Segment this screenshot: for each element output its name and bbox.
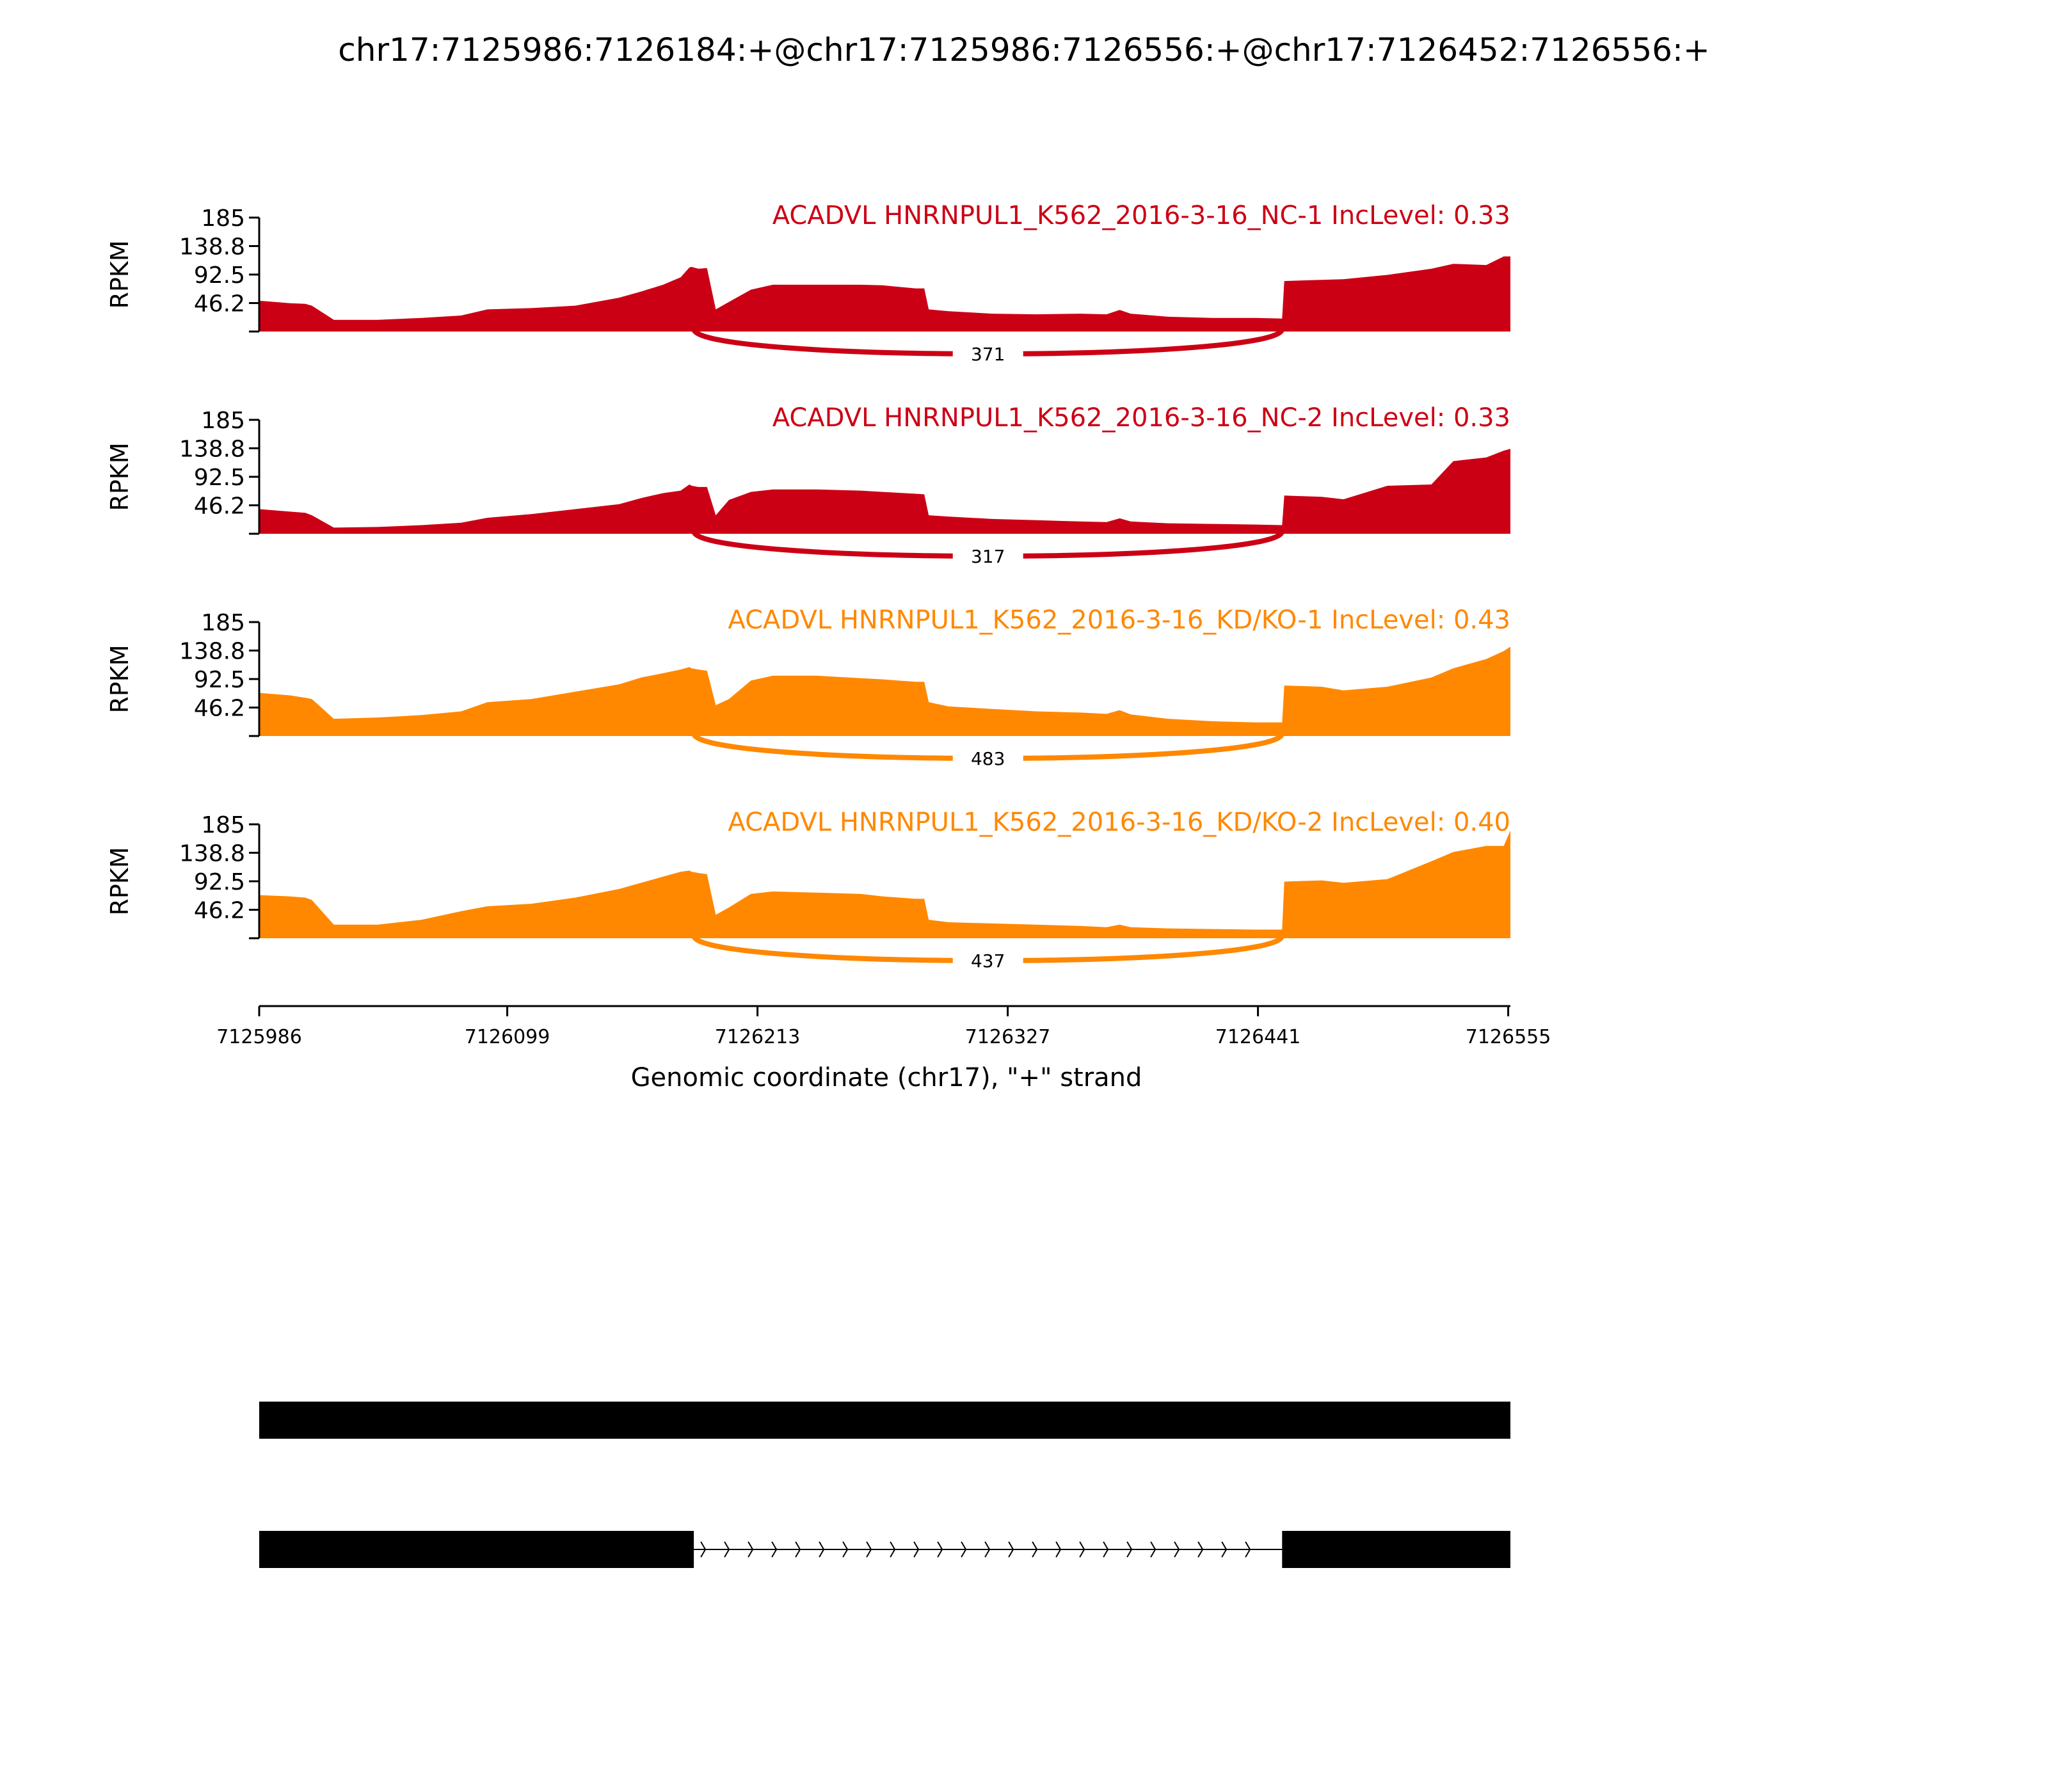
- y-axis-label-1: RPKM: [106, 240, 134, 309]
- y-tick-label-4-2: 138.8: [179, 840, 245, 867]
- x-tick-label-2: 7126099: [464, 1026, 550, 1048]
- junction-count-label-1: 371: [970, 344, 1005, 365]
- y-axis-label-2: RPKM: [106, 442, 134, 511]
- figure-title: chr17:7125986:7126184:+@chr17:7125986:7126556:+@chr17:7126452:7126556:+: [338, 31, 1710, 68]
- x-axis: [216, 1006, 1551, 1048]
- coverage-panel-3: [106, 605, 1510, 769]
- coverage-area-4: [259, 831, 1510, 938]
- y-tick-label-2-3: 92.5: [193, 465, 245, 491]
- y-tick-label-1-2: 138.8: [179, 234, 245, 260]
- y-tick-label-4-3: 92.5: [193, 869, 245, 895]
- panel-title-1: ACADVL HNRNPUL1_K562_2016-3-16_NC-1 IncLevel: 0.33: [772, 201, 1510, 230]
- coverage-panel-4: [106, 808, 1510, 972]
- y-tick-label-3-2: 138.8: [179, 638, 245, 665]
- y-tick-label-2-1: 185: [201, 408, 245, 434]
- x-tick-label-1: 7125986: [216, 1026, 302, 1048]
- coverage-panel-2: [106, 403, 1510, 567]
- isoform-1-exon-1: [259, 1402, 1510, 1439]
- y-tick-label-1-3: 92.5: [193, 262, 245, 289]
- panel-title-4: ACADVL HNRNPUL1_K562_2016-3-16_KD/KO-2 IncLevel: 0.40: [728, 808, 1510, 837]
- junction-count-label-2: 317: [970, 546, 1005, 567]
- coverage-area-2: [259, 449, 1510, 534]
- x-tick-label-5: 7126441: [1215, 1026, 1301, 1048]
- panel-title-2: ACADVL HNRNPUL1_K562_2016-3-16_NC-2 IncLevel: 0.33: [772, 403, 1510, 433]
- coverage-area-1: [259, 257, 1510, 332]
- isoform-2-exon-1: [259, 1531, 694, 1568]
- isoform-2: [259, 1531, 1510, 1568]
- gene-model: [259, 1402, 1510, 1568]
- junction-count-label-3: 483: [970, 748, 1005, 769]
- isoform-1: [259, 1402, 1510, 1439]
- isoform-2-exon-2: [1282, 1531, 1510, 1568]
- x-axis-label: Genomic coordinate (chr17), "+" strand: [630, 1063, 1142, 1092]
- x-tick-label-6: 7126555: [1465, 1026, 1551, 1048]
- coverage-area-3: [259, 647, 1510, 737]
- y-tick-label-3-3: 92.5: [193, 667, 245, 693]
- y-tick-label-3-1: 185: [201, 610, 245, 636]
- y-tick-label-4-4: 46.2: [193, 897, 245, 924]
- y-tick-label-1-1: 185: [201, 205, 245, 232]
- coverage-panels: [106, 201, 1510, 972]
- y-axis-label-3: RPKM: [106, 644, 134, 714]
- coverage-panel-1: [106, 201, 1510, 365]
- junction-count-label-4: 437: [970, 950, 1005, 972]
- y-tick-label-3-4: 46.2: [193, 695, 245, 722]
- y-tick-label-1-4: 46.2: [193, 291, 245, 317]
- y-tick-label-4-1: 185: [201, 812, 245, 838]
- panel-title-3: ACADVL HNRNPUL1_K562_2016-3-16_KD/KO-1 IncLevel: 0.43: [728, 605, 1510, 635]
- y-axis-label-4: RPKM: [106, 847, 134, 916]
- x-tick-label-4: 7126327: [964, 1026, 1051, 1048]
- y-tick-label-2-2: 138.8: [179, 436, 245, 463]
- y-tick-label-2-4: 46.2: [193, 493, 245, 520]
- x-tick-label-3: 7126213: [714, 1026, 801, 1048]
